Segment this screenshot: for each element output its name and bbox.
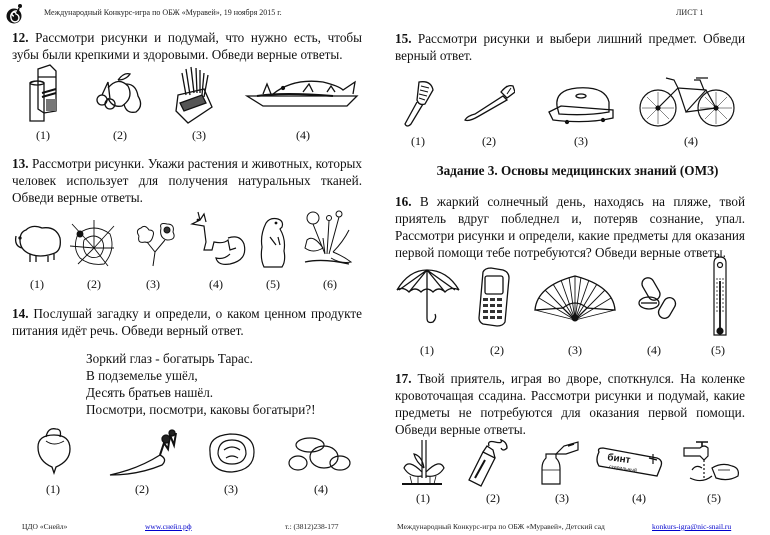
fish-dish-icon[interactable]: [243, 74, 361, 119]
fruits-icon[interactable]: [88, 70, 148, 115]
fox-icon[interactable]: [190, 210, 250, 268]
option-label: (4): [647, 343, 661, 357]
fan-icon[interactable]: [533, 272, 618, 322]
option-label: (5): [707, 491, 721, 505]
section-title: Задание 3. Основы медицинских знаний (ОМЗ): [436, 163, 719, 178]
option-label: (3): [224, 482, 238, 496]
riddle-line: Зоркий глаз - богатырь Тарас.: [86, 351, 253, 366]
question-number: 12.: [12, 30, 29, 45]
question-number: 14.: [12, 306, 29, 321]
question-17: [395, 370, 745, 438]
spider-web-icon[interactable]: [70, 218, 115, 268]
riddle-line: В подземелье ушёл,: [86, 368, 198, 383]
question-number: 13.: [12, 156, 29, 171]
question-12: [12, 29, 362, 63]
riddle-line: Десять братьев нашёл.: [86, 385, 214, 400]
option-label: (5): [266, 277, 280, 291]
mobile-phone-icon[interactable]: [477, 266, 512, 328]
option-label: (1): [411, 134, 425, 148]
option-label: (6): [323, 277, 337, 291]
turnip-icon[interactable]: [34, 425, 74, 477]
toothbrush-icon[interactable]: [463, 82, 515, 122]
header-title: Международный Конкурс-игра по ОБЖ «Муравей», 19 ноября 2015 г.: [44, 8, 282, 17]
milk-and-juice-icon[interactable]: [22, 63, 62, 123]
question-text: Твой приятель, играя во дворе, споткнулся. На коленке кровоточащая ссадина. Рассмотри рисунки и подумай, какие предметы не потребуются для оказания первой помощи. Обведи верные ответы.: [395, 371, 746, 437]
question-text: Рассмотри рисунки и выбери лишний предмет. Обведи верный ответ.: [395, 31, 746, 63]
right-page: [385, 0, 770, 535]
question-text: В жаркий солнечный день, находясь на пляже, твой приятель вдруг побледнел и, потеряв сознание, упал. Рассмотри рисунки и определи, какие предметы для оказания первой помощи тебе потребуются? Обведи верные ответы.: [395, 194, 746, 260]
cream-tube-icon[interactable]: [467, 438, 512, 488]
option-label: (1): [46, 482, 60, 496]
question-text: Рассмотри рисунки и подумай, что нужно есть, чтобы зубы были крепкими и здоровыми. Обведи верные ответы.: [12, 30, 362, 62]
cabbage-icon[interactable]: [204, 430, 259, 475]
question-14: [12, 305, 362, 339]
french-fries-icon[interactable]: [172, 65, 217, 125]
option-label: (3): [555, 491, 569, 505]
question-number: 15.: [395, 31, 412, 46]
option-label: (1): [30, 277, 44, 291]
dandelion-icon[interactable]: [303, 208, 353, 268]
potatoes-icon[interactable]: [288, 435, 353, 473]
question-16: [395, 193, 745, 261]
bicycle-icon[interactable]: [638, 74, 738, 130]
option-label: (4): [314, 482, 328, 496]
riddle: [86, 350, 316, 418]
iodine-bottle-icon[interactable]: [540, 440, 580, 485]
option-label: (3): [568, 343, 582, 357]
question-text: Рассмотри рисунки. Укажи растения и животных, которых человек использует для получения натуральных тканей. Обведи верные ответы.: [12, 156, 362, 205]
option-label: (1): [416, 491, 430, 505]
option-label: (2): [486, 491, 500, 505]
footer-email-link[interactable]: konkurs-igra@nic-snail.ru: [652, 522, 732, 531]
hairbrush-icon[interactable]: [401, 78, 436, 128]
question-number: 16.: [395, 194, 412, 209]
bandage-icon[interactable]: [595, 446, 665, 478]
option-label: (4): [209, 277, 223, 291]
option-label: (4): [632, 491, 646, 505]
plantain-icon[interactable]: [400, 438, 445, 488]
option-label: (2): [113, 128, 127, 142]
bandage-label: бинт: [606, 452, 632, 467]
sheep-icon[interactable]: [12, 220, 62, 265]
option-label: (2): [135, 482, 149, 496]
umbrella-icon[interactable]: [395, 266, 460, 326]
carrot-icon[interactable]: [108, 425, 178, 477]
option-label: (2): [87, 277, 101, 291]
pills-icon[interactable]: [637, 275, 679, 320]
footer-contest: Международный Конкурс-игра по ОБЖ «Муравей», Детский сад: [397, 522, 605, 531]
option-label: (4): [296, 128, 310, 142]
thermometer-icon[interactable]: [710, 255, 730, 340]
cotton-icon[interactable]: [131, 222, 179, 267]
bandage-sublabel: стерильный: [608, 464, 638, 474]
option-label: (4): [684, 134, 698, 148]
soap-dish-icon[interactable]: [547, 84, 617, 126]
question-text: Послушай загадку и определи, о каком ценном продукте питания идёт речь. Обведи верный ответ.: [12, 306, 362, 338]
option-label: (1): [36, 128, 50, 142]
option-label: (3): [574, 134, 588, 148]
sheet-number: ЛИСТ 1: [676, 8, 704, 17]
option-label: (3): [192, 128, 206, 142]
question-number: 17.: [395, 371, 412, 386]
riddle-line: Посмотри, посмотри, каковы богатыри?!: [86, 402, 316, 417]
tap-water-icon[interactable]: [682, 438, 742, 488]
option-label: (3): [146, 277, 160, 291]
question-13: [12, 155, 362, 206]
option-label: (2): [490, 343, 504, 357]
option-label: (1): [420, 343, 434, 357]
footer-org: ЦДО «Снейл»: [22, 522, 68, 531]
option-label: (2): [482, 134, 496, 148]
footer-phone: т.: (3812)238-177: [285, 522, 339, 531]
option-label: (5): [711, 343, 725, 357]
marmot-icon[interactable]: [256, 215, 291, 270]
footer-site-link[interactable]: www.снейл.рф: [145, 522, 192, 531]
question-15: [395, 30, 745, 64]
